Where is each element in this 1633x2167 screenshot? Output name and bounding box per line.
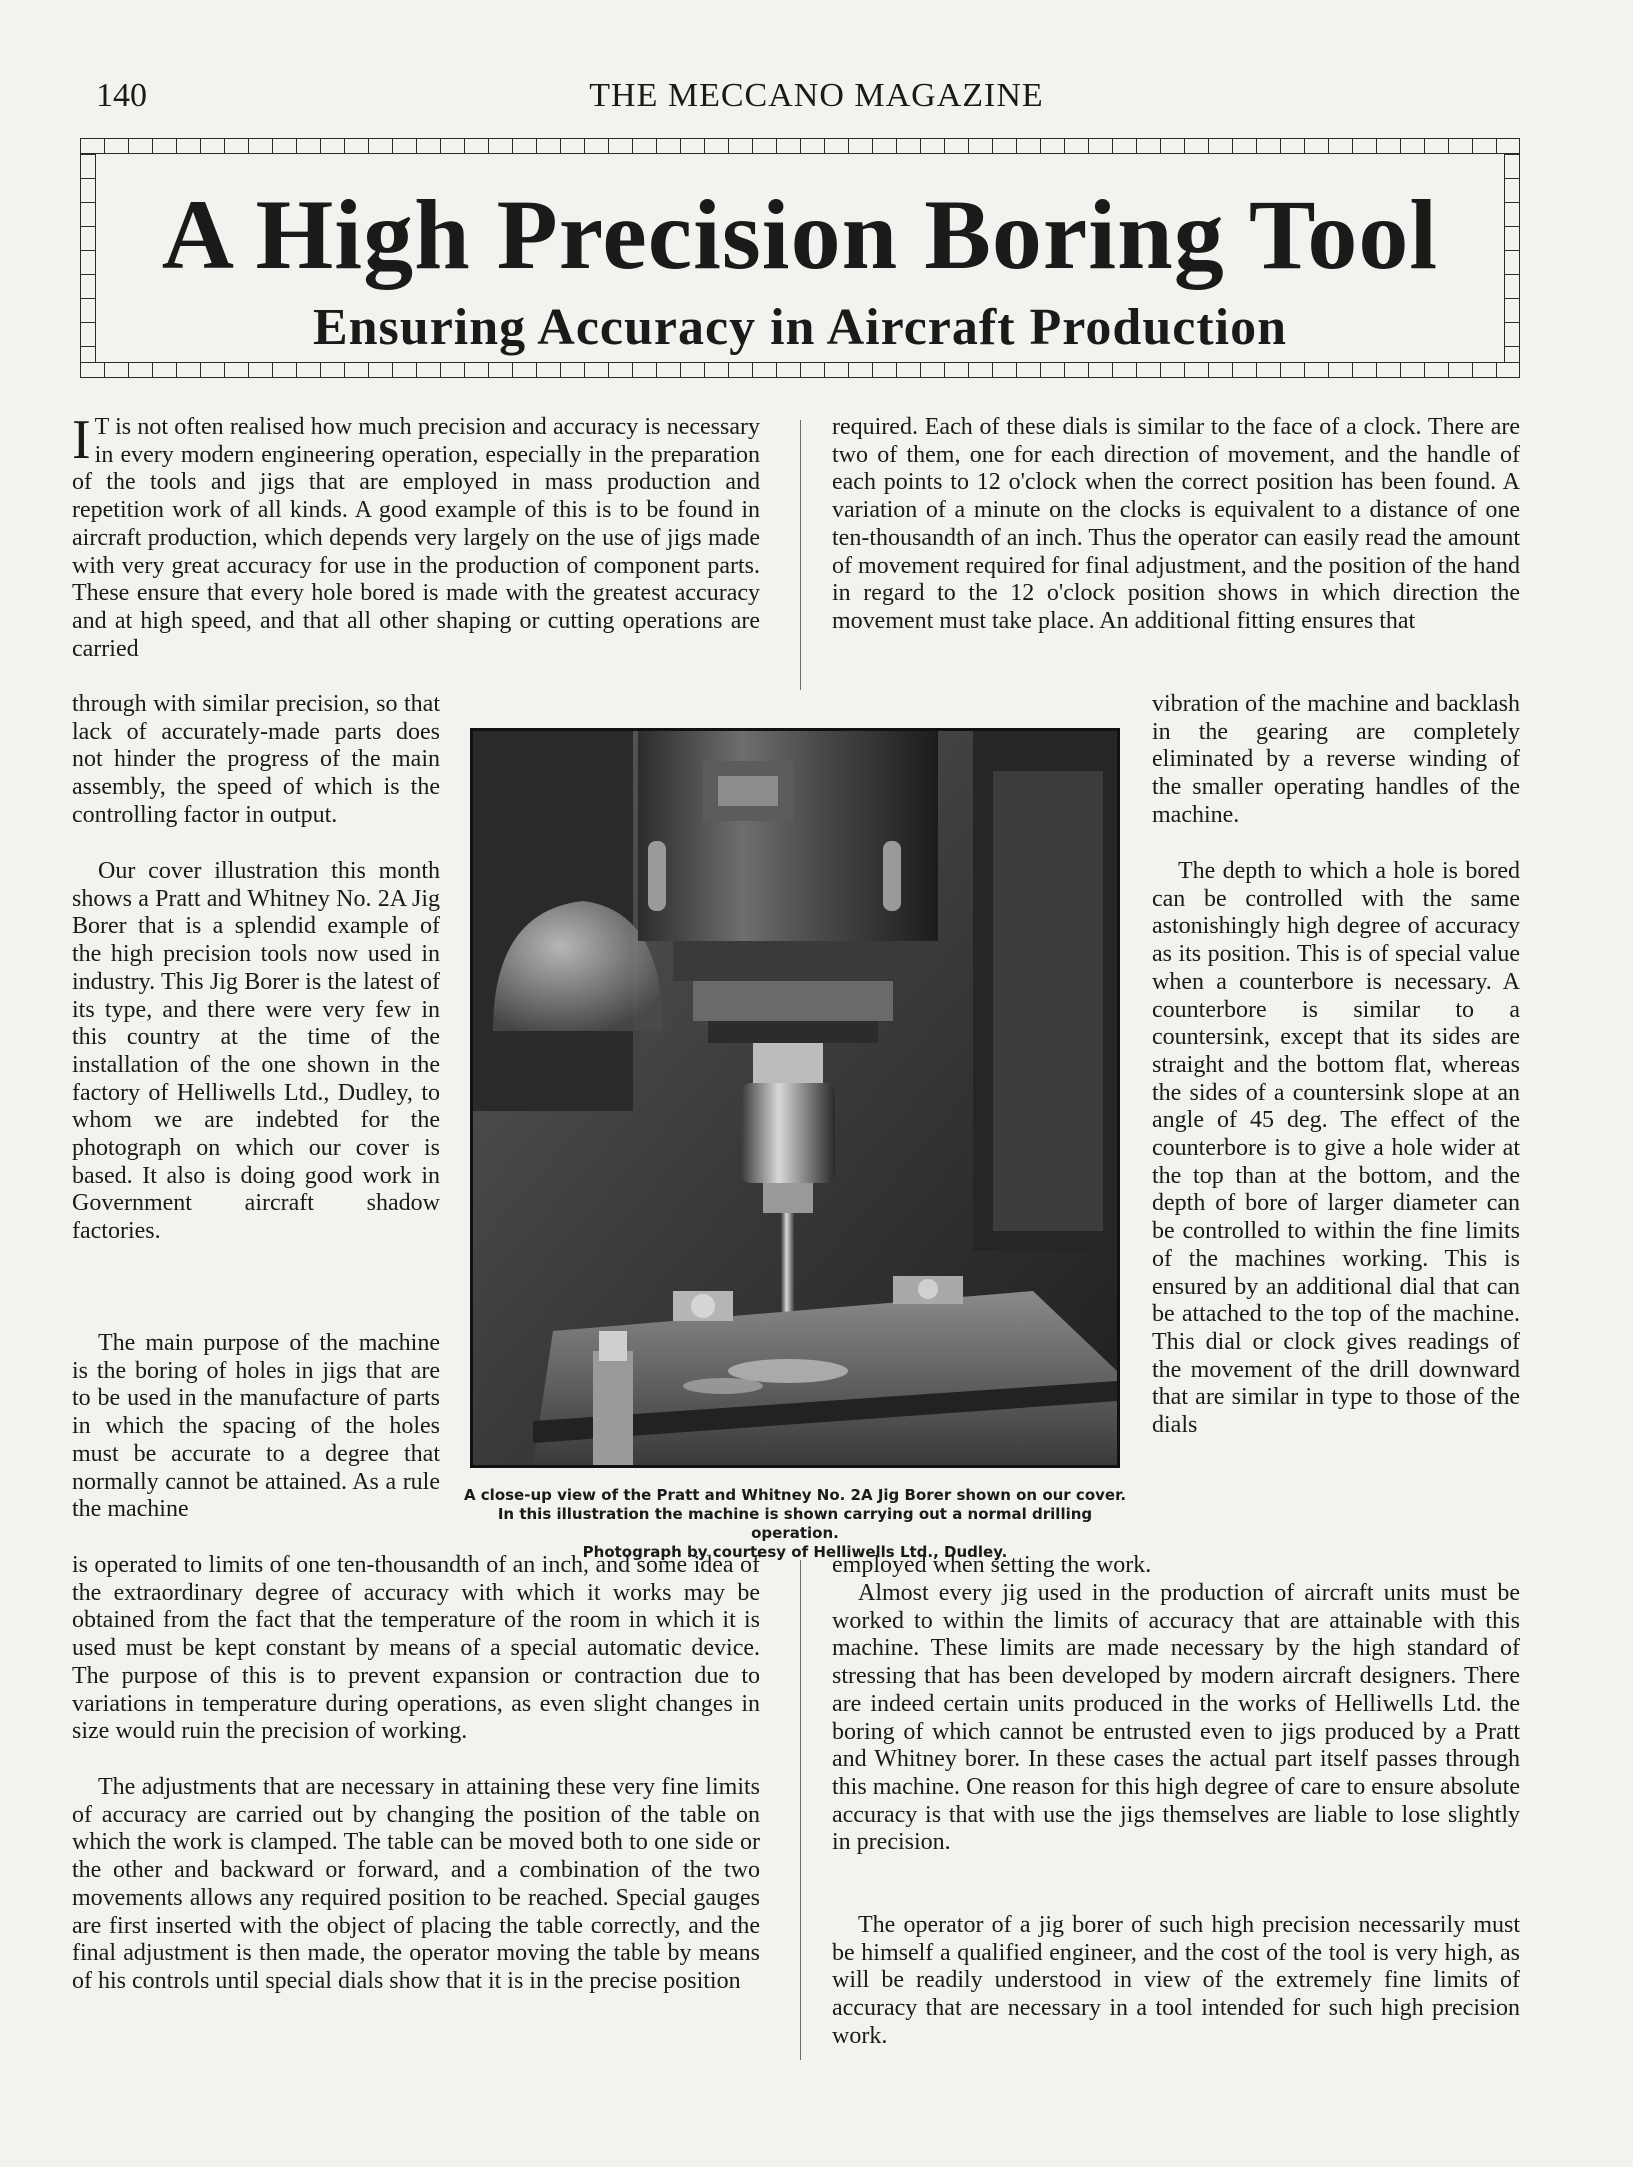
caption-line-1: A close-up view of the Pratt and Whitney No. 2A Jig Borer shown on our cover.	[463, 1486, 1127, 1504]
title-box	[80, 138, 1520, 378]
caption-credit: Photograph by courtesy of Helliwells Ltd., Dudley.	[582, 1543, 1008, 1561]
paragraph-aircraft-jigs: Almost every jig used in the production of aircraft units must be worked to within the limits of accuracy that are attainable with this machine. These limits are made necessary by the high standard of stressing that has been developed by modern aircraft designers. There are indeed certain units produced in the works of Helliwells Ltd. the boring of which cannot be entrusted even to jigs produced by a Pratt and Whitney borer. In these cases the actual part itself passes through this machine. One reason for this high degree of care to ensure absolute accuracy is that with use the jigs themselves are liable to lose slightly in precision.	[832, 1580, 1520, 1856]
paragraph-dials-continued: vibration of the machine and backlash in the gearing are completely eliminated by a reverse winding of the smaller operating handles of the machine.	[1152, 691, 1520, 828]
paragraph-dials: required. Each of these dials is similar to the face of a clock. There are two of them, one for each direction of movement, and the handle of each points to 12 o'clock when the correct position has been found. A variation of a minute on the clocks is equivalent to a distance of one ten-thousandth of an inch. Thus the operator can easily read the amount of movement required for final adjustment, and the position of the hand in regard to the 12 o'clock position shows in which direction the movement must take place. An additional fitting ensures that	[832, 414, 1520, 634]
article-title: A High Precision Boring Tool	[161, 179, 1439, 290]
column-rule-bottom	[800, 1560, 801, 2060]
jig-borer-photograph	[470, 728, 1120, 1468]
paragraph-intro: IT is not often realised how much precision and accuracy is necessary in every modern engineering operation, especially in the preparation of the tools and jigs that are employed in mass production and repetition work of all kinds. A good example of this is to be found in aircraft production, which depends very largely on the use of jigs made with very great accuracy for use in the production of component parts. These ensure that every hole bored is made with the greatest accuracy and at high speed, and that all other shaping or cutting operations are carried	[72, 409, 760, 662]
decorative-border-top	[80, 138, 1520, 154]
paragraph-intro-continued: through with similar precision, so that lack of accurately-made parts does not hinder the progress of the main assembly, the speed of which is the controlling factor in output.	[72, 691, 440, 828]
article-subtitle: Ensuring Accuracy in Aircraft Production	[312, 299, 1288, 356]
paragraph-operator: The operator of a jig borer of such high precision necessarily must be himself a qualified engineer, and the cost of the tool is very high, as will be readily understood in view of the extremely fine limits of accuracy that are necessary in a tool intended for such high precision work.	[832, 1912, 1520, 2049]
column-rule-top	[800, 420, 801, 690]
paragraph-main-purpose-continued: is operated to limits of one ten-thousandth of an inch, and some idea of the extraordinary degree of accuracy with which it works may be obtained from the fact that the temperature of the room in which it is used must be kept constant by means of a special automatic device. The purpose of this is to prevent expansion or contraction due to variations in temperature during operations, as even slight changes in size would ruin the precision of working.	[72, 1552, 760, 1745]
paragraph-depth-continued: employed when setting the work.	[832, 1552, 1152, 1578]
paragraph-main-purpose: The main purpose of the machine is the boring of holes in jigs that are to be used in the manufacture of parts in which the spacing of the holes must be accurate to a degree that normally cannot be attained. As a rule the machine	[72, 1330, 440, 1523]
paragraph-cover-illustration: Our cover illustration this month shows a Pratt and Whitney No. 2A Jig Borer that is a splendid example of the high precision tools now used in industry. This Jig Borer is the latest of its type, and there were very few in this country at the time of the installation of the one shown in the factory of Helliwells Ltd., Dudley, to whom we are indebted for the photograph on which our cover is based. It also is doing good work in Government aircraft shadow factories.	[72, 858, 440, 1245]
paragraph-depth: The depth to which a hole is bored can be controlled with the same astonishingly high degree of accuracy as its position. This is of special value when a counterbore is necessary. A counterbore is similar to a countersink, except that its sides are straight and the bottom flat, whereas the sides of a countersink slope at an angle of 45 deg. The effect of the counterbore is to give a hole wider at the top than at the bottom, and the depth of bore of larger diameter can be controlled to within the fine limits of the machines working. This is ensured by an additional dial that can be attached to the top of the machine. This dial or clock gives readings of the movement of the drill downward that are similar in type to those of the dials	[1152, 858, 1520, 1439]
caption-line-2: In this illustration the machine is shown carrying out a normal drilling operation.	[497, 1505, 1093, 1542]
decorative-border-bottom	[80, 362, 1520, 378]
jig-borer-photo-illustration	[473, 731, 1117, 1465]
publication-title: THE MECCANO MAGAZINE	[589, 77, 1044, 114]
photo-caption	[460, 1486, 1130, 1562]
page-number: 140	[96, 77, 147, 114]
paragraph-adjustments: The adjustments that are necessary in attaining these very fine limits of accuracy are carried out by changing the position of the table on which the work is clamped. The table can be moved both to one side or the other and backward or forward, and a combination of the two movements allows any required position to be reached. Special gauges are first inserted with the object of placing the table correctly, and the final adjustment is then made, the operator moving the table by means of his controls until special dials show that it is in the precise position	[72, 1774, 760, 1994]
